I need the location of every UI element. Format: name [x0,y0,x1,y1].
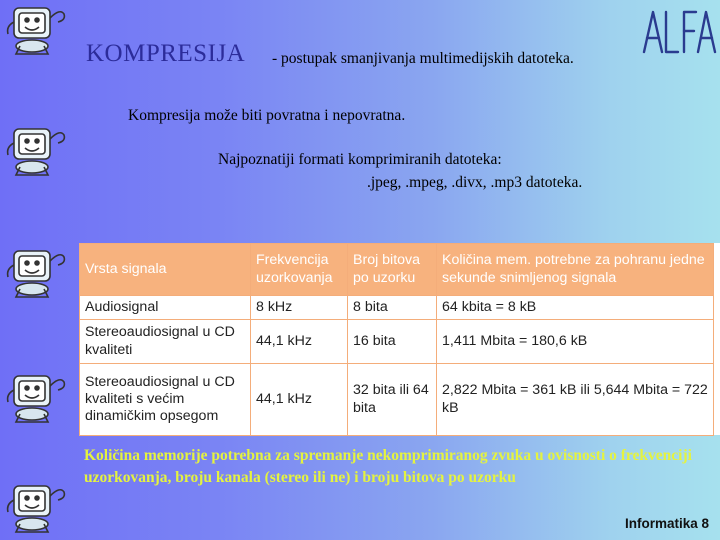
table-header-row [80,244,714,296]
table-row [80,364,714,436]
table-cell: 8 kHz [251,296,348,320]
body-line-formats-list: .jpeg, .mpeg, .divx, .mp3 datoteka. [367,174,583,191]
computer-mascot-icon [4,480,74,538]
table-cell: Stereoaudiosignal u CD kvaliteti [80,320,251,364]
footer-label: Informatika 8 [625,516,710,531]
slide-subtitle: - postupak smanjivanja multimedijskih datoteka. [272,50,574,67]
table-cell: 8 bita [348,296,437,320]
table-header-cell: Količina mem. potrebne za pohranu jedne sekunde snimljenog signala [437,244,714,296]
table-cell: 44,1 kHz [251,364,348,436]
body-line-formats-heading: Najpoznatiji formati komprimiranih datoteka: [218,151,502,168]
audio-memory-table [79,243,720,435]
computer-mascot-icon [4,370,74,428]
table-cell: 44,1 kHz [251,320,348,364]
table-cell: Audiosignal [80,296,251,320]
table-header-cell: Vrsta signala [80,244,251,296]
table-cell: 64 kbita = 8 kB [437,296,714,320]
table-header-cell: Frekvencija uzorkovanja [251,244,348,296]
table-cell: 2,822 Mbita = 361 kB ili 5,644 Mbita = 722 kB [437,364,714,436]
table-row [80,296,714,320]
alfa-logo [640,4,718,60]
table-header-cell: Broj bitova po uzorku [348,244,437,296]
computer-mascot-icon [4,245,74,303]
table-cell: Stereoaudiosignal u CD kvaliteti s većim dinamičkim opsegom [80,364,251,436]
table-cell: 1,411 Mbita = 180,6 kB [437,320,714,364]
table-cell: 32 bita ili 64 bita [348,364,437,436]
table-caption: Količina memorije potrebna za spremanje nekomprimiranog zvuka u ovisnosti o frekvenciji uzorkovanja, broju kanala (stereo ili ne) i broju bitova po uzorku [84,447,692,487]
body-line-compression-types: Kompresija može biti povratna i nepovratna. [128,107,406,124]
computer-mascot-icon [4,123,74,181]
table-cell: 16 bita [348,320,437,364]
table-row [80,320,714,364]
slide-title: KOMPRESIJA [86,40,246,67]
computer-mascot-icon [4,2,74,60]
